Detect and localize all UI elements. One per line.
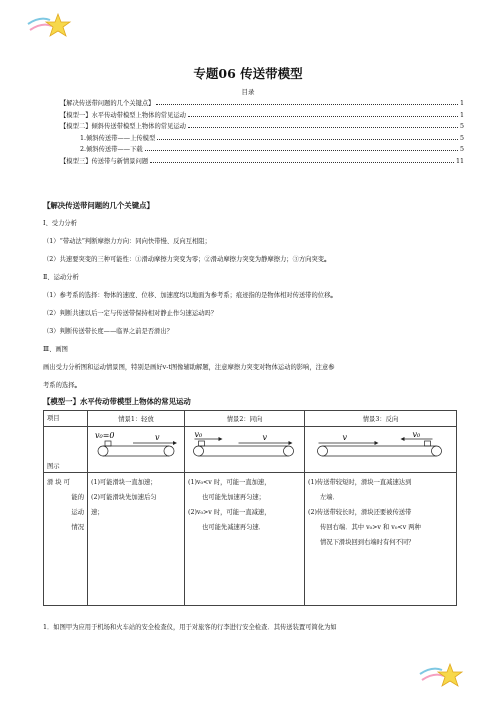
d2-right-label: v — [262, 433, 268, 442]
part2-heading: Ⅱ、运动分析 — [43, 274, 79, 281]
part1-line1: （1）“带动法”判断摩擦力方向：同向快带慢、反向互相阻； — [43, 238, 211, 245]
part2-line3: （3）判断传送带长度——临界之前是否滑出？ — [43, 328, 173, 335]
table-row-motion-label: 滑 块 可 能的 运动 情况 — [44, 473, 88, 606]
toc-heading: 目录 — [241, 88, 255, 96]
section-heading-key-points: 【解决传送带问题的几个关键点】 — [43, 201, 154, 210]
model1-table — [43, 410, 457, 606]
model1-heading: 【模型一】水平传动带模型上物体的常见运动 — [43, 397, 191, 406]
toc-item[interactable]: 【模型二】倾斜传送带模型上物体的常见运动 5 — [60, 123, 464, 131]
toc-item[interactable]: 【模型一】水平传动带模型上物体的常见运动 1 — [60, 111, 464, 119]
table-cell-scene3-motion: (1)传送带较短时，滑块一直减速达到 左端． (2)传送带较长时，滑块还要被传送带 传回右端．其中 v₀>v 和 v₀<v 两种 情况下滑块回到右端时有何不同？ — [305, 473, 457, 606]
table-header-item: 项目 — [44, 411, 88, 427]
d2-left-label: v₀ — [194, 430, 203, 439]
toc-item[interactable]: 【模型三】传送带与新情景问题 11 — [60, 157, 464, 165]
table-header-scene3: 情景3：反向 — [305, 411, 457, 427]
part3-heading: Ⅲ、画图 — [43, 346, 68, 353]
part2-line2: （2）判断共速以后一定与传送带保持相对静止作匀速运动吗？ — [43, 310, 218, 317]
table-row-diagram-label: 图示 — [44, 427, 88, 473]
table-cell-scene2-motion: (1)v₀<v 时，可能一直加速， 也可能先加速再匀速； (2)v₀>v 时，可能一直减速， 也可能先减速再匀速． — [185, 473, 305, 606]
toc-item[interactable]: 1.倾斜传送带——上传模型 5 — [80, 134, 464, 142]
part3-line2: 考系的选择。 — [43, 382, 81, 389]
toc-item[interactable]: 【解决传送带问题的几个关键点】 1 — [60, 100, 464, 107]
table-header-scene1: 情景1：轻放 — [88, 411, 185, 427]
diagram-scene3 — [305, 427, 457, 473]
toc-item[interactable]: 2.倾斜传送带——下载 5 — [80, 146, 464, 154]
d3-right-label: v₀ — [412, 430, 421, 439]
diagram-scene1 — [88, 427, 185, 473]
part2-line1: （1）参考系的选择：物体的速度、位移、加速度均以地面为参考系；痕迹指的是物体相对传送带的位移。 — [43, 292, 337, 299]
star-decoration-icon — [26, 10, 74, 44]
table-of-contents — [60, 98, 464, 168]
part1-heading: Ⅰ、受力分析 — [43, 220, 77, 227]
diagram-scene2 — [185, 427, 305, 473]
part3-line1: 画出受力分析图和运动情景图，特别是画好v-t图像辅助解题，注意摩擦力突变对物体运动的影响，注意参 — [43, 364, 335, 371]
d1-left-label: v₀=0 — [95, 431, 115, 440]
part1-line2: （2）共速要突变的三种可能性：①滑动摩擦力突变为零；②滑动摩擦力突变为静摩擦力；③方向突变。 — [43, 256, 331, 263]
table-header-scene2: 情景2：同向 — [185, 411, 305, 427]
page-title: 专题06 传送带模型 — [193, 66, 303, 81]
d1-right-label: v — [155, 433, 160, 442]
star-decoration-icon — [418, 660, 466, 694]
d3-left-label: v — [342, 433, 348, 442]
question-1: 1．如图甲为应用于机场和火车站的安全检查仪，用于对旅客的行李进行安全检查．其传送装置可简化为如 — [43, 624, 337, 631]
table-cell-scene1-motion: (1)可能滑块一直加速； (2)可能滑块先加速后匀 速； — [88, 473, 185, 606]
